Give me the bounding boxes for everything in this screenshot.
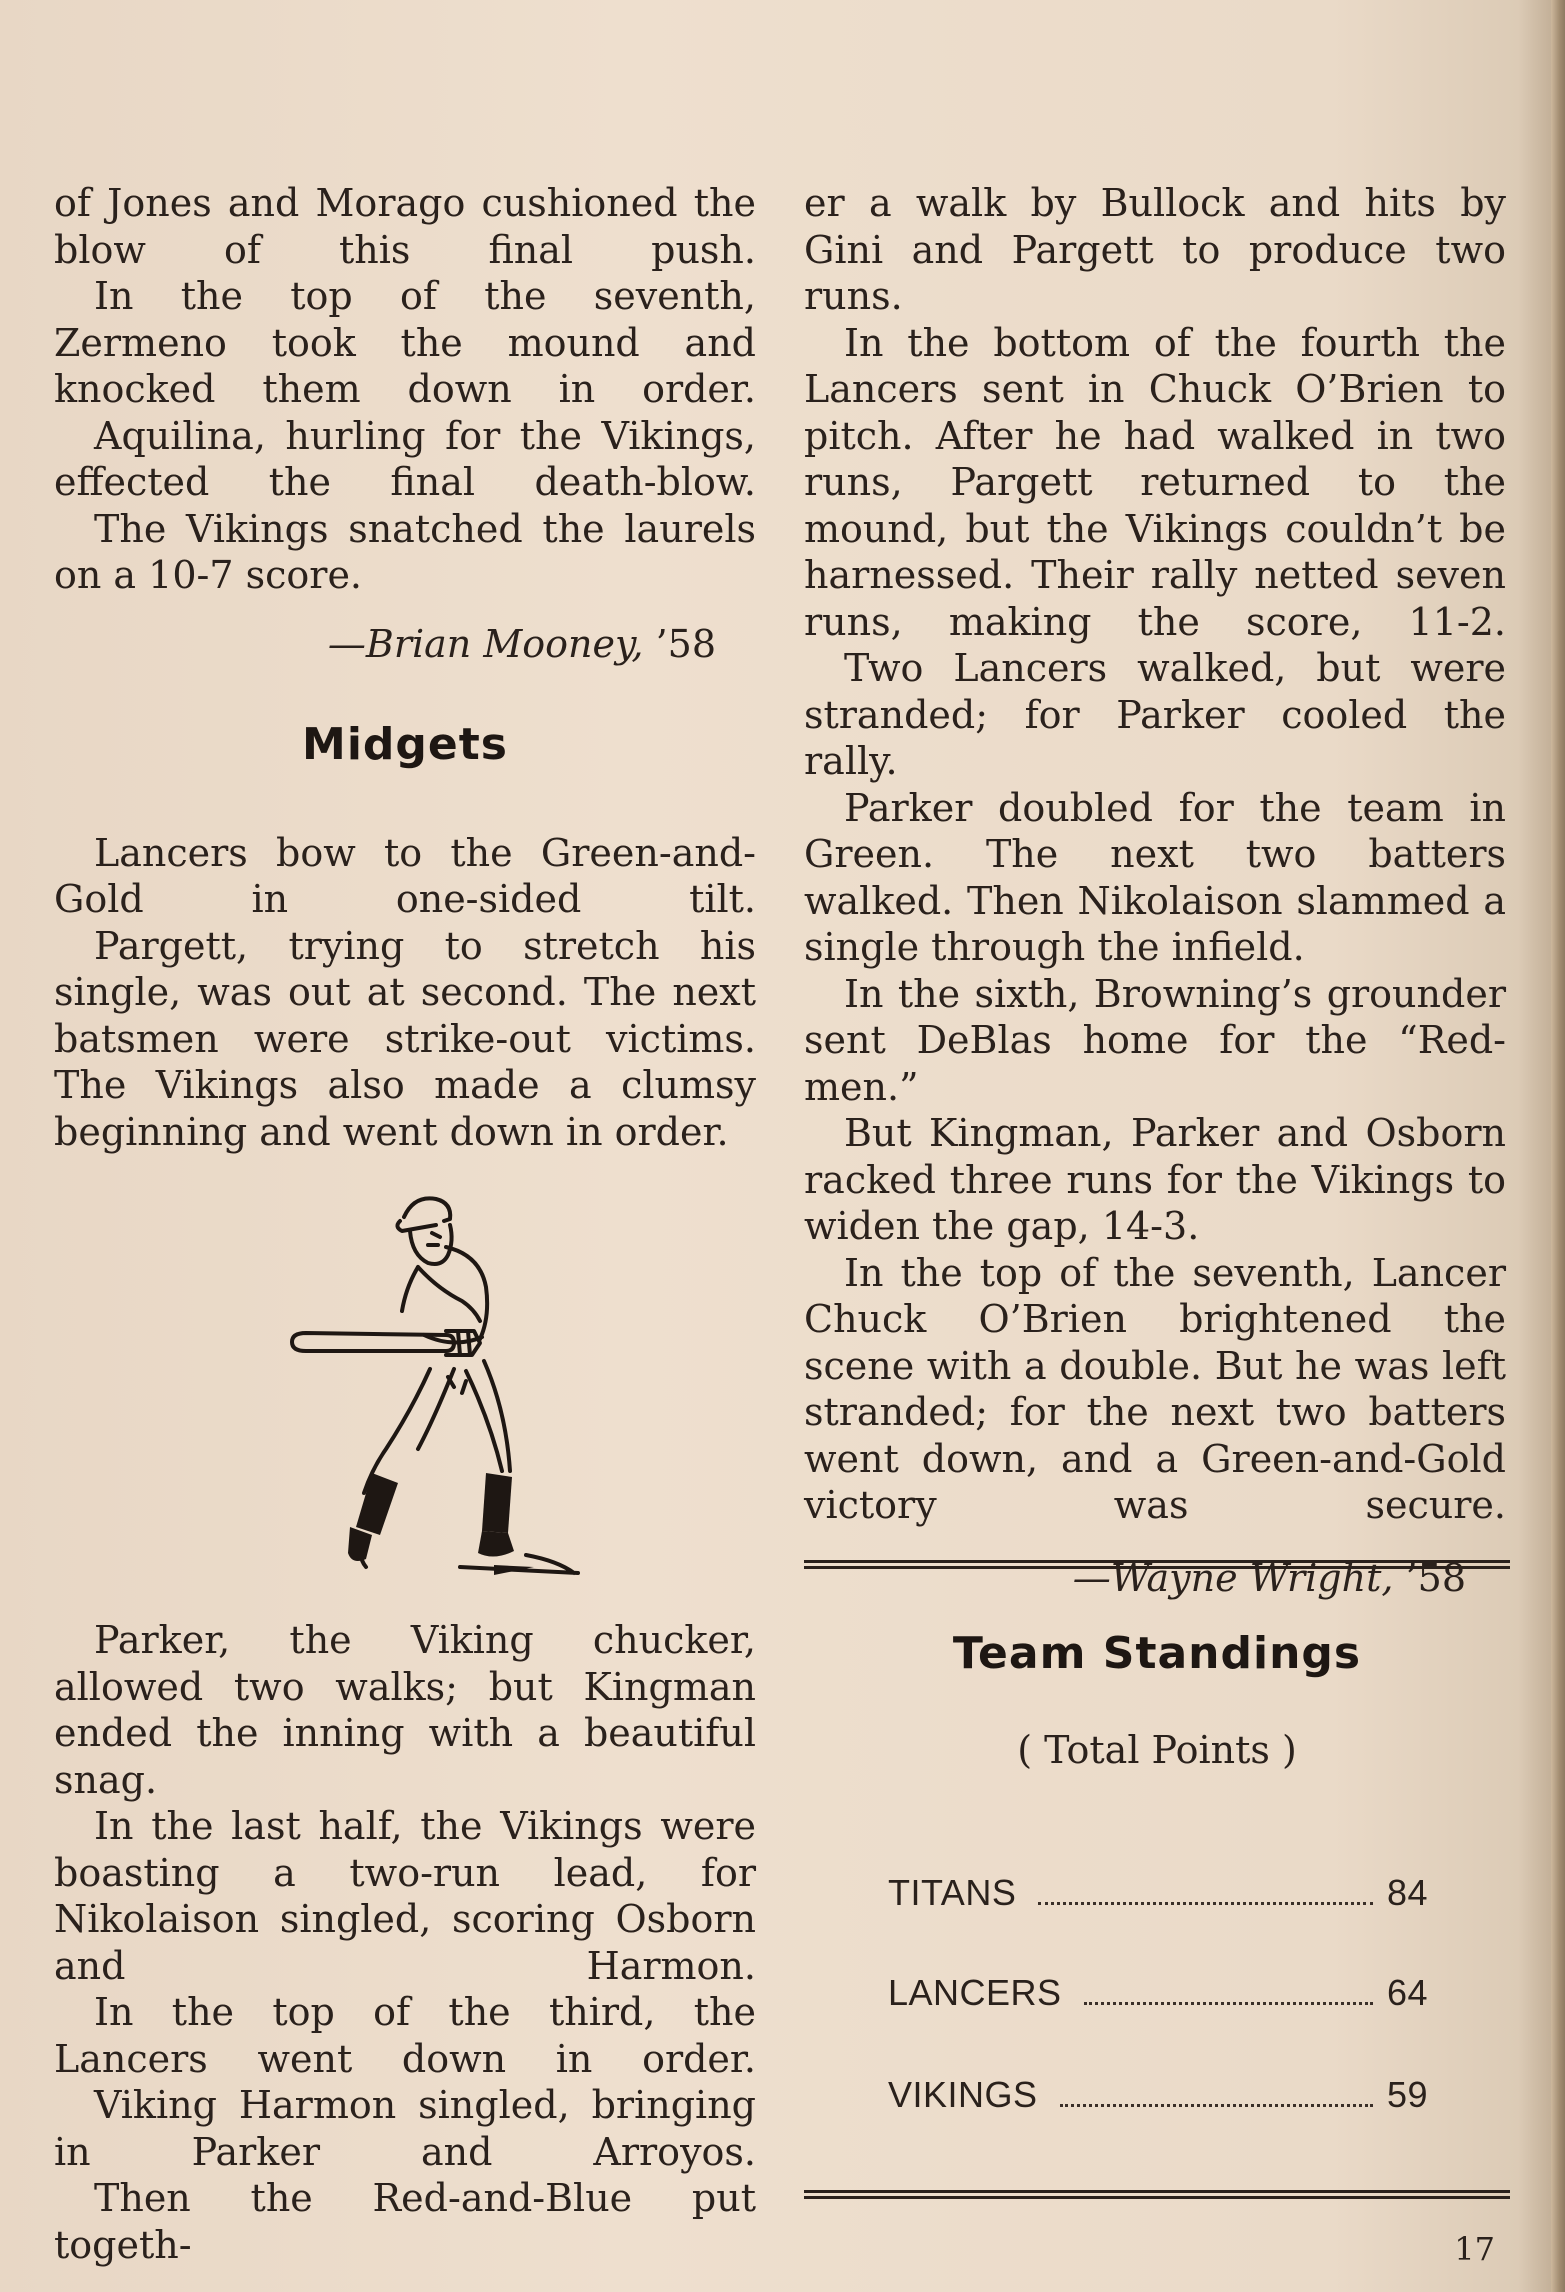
- team-name: TITANS: [888, 1872, 1017, 1913]
- paragraph: In the last half, the Vikings were boasting a two-run lead, for Nikolaison singled, scoring Osborn and Harmon.: [54, 1804, 756, 1988]
- team-name: VIKINGS: [888, 2074, 1038, 2115]
- paragraph: er a walk by Bullock and hits by Gini and Pargett to produce two runs.: [804, 181, 1506, 318]
- paragraph: Aquilina, hurling for the Vikings, effected the final death-blow.: [54, 413, 756, 504]
- page-edge: [1551, 0, 1565, 2292]
- paragraph: But Kingman, Parker and Osborn racked three runs for the Vikings to widen the gap, 14-3.: [804, 1111, 1506, 1248]
- paragraph: of Jones and Morago cushioned the blow of this final push.: [54, 181, 756, 272]
- leader-dots: [1060, 2103, 1373, 2107]
- team-points: 84: [1386, 1872, 1428, 1913]
- standings-row: [888, 1972, 1428, 2014]
- paragraph: Then the Red-and-Blue put togeth-: [54, 2176, 756, 2267]
- standings-row: [888, 2074, 1428, 2116]
- byline: [54, 621, 716, 667]
- double-rule-bottom: [804, 2190, 1510, 2199]
- leader-dots: [1084, 2001, 1373, 2005]
- left-column: [54, 180, 756, 2268]
- paragraph: The Vikings snatched the laurels on a 10-7 score.: [54, 506, 756, 597]
- paragraph: Parker doubled for the team in Green. The next two batters walked. Then Nikolaison slammed a single through the infield.: [804, 785, 1506, 969]
- paragraph: Lancers bow to the Green-and-Gold in one-sided tilt.: [54, 830, 756, 921]
- team-points: 64: [1386, 1972, 1428, 2013]
- byline-year: ’58: [655, 621, 716, 666]
- byline-year: ’58: [1405, 1555, 1466, 1600]
- paragraph: In the top of the seventh, Lancer Chuck O’Brien brightened the scene with a double. But he was left stranded; for the next two batters went down, and a Green-and-Gold victory was secure.: [804, 1250, 1506, 1527]
- leader-dots: [1038, 1901, 1373, 1905]
- standings-subtitle: ( Total Points ): [1017, 1728, 1297, 1772]
- standings-title: Team Standings: [952, 1628, 1362, 1679]
- right-column: [804, 180, 1506, 1601]
- paragraph: Viking Harmon singled, bringing in Parker and Arroyos.: [54, 2083, 756, 2174]
- paragraph: In the bottom of the fourth the Lancers sent in Chuck O’Brien to pitch. After he had walked in two runs, Pargett returned to the mound, but the Vikings couldn’t be harnessed. Their rally netted seven runs, making the score, 11-2.: [804, 320, 1506, 644]
- team-points: 59: [1386, 2074, 1428, 2115]
- paragraph: Pargett, trying to stretch his single, was out at second. The next batsmen were strike-out victims. The Vikings also made a clumsy beginning and went down in order.: [54, 923, 756, 1154]
- team-name: LANCERS: [888, 1972, 1062, 2013]
- paragraph: In the sixth, Browning’s grounder sent DeBlas home for the “Red-men.”: [804, 971, 1506, 1109]
- byline-name: —Brian Mooney,: [327, 621, 644, 666]
- paragraph: Parker, the Viking chucker, allowed two walks; but Kingman ended the inning with a beautiful snag.: [54, 1618, 756, 1802]
- standings-row: [888, 1872, 1428, 1914]
- double-rule-top: [804, 1560, 1510, 1569]
- byline-name: —Wayne Wright,: [1072, 1555, 1394, 1600]
- page-number: 17: [1454, 2230, 1495, 2268]
- paragraph: In the top of the third, the Lancers went down in order.: [54, 1990, 756, 2081]
- section-heading-midgets: Midgets: [302, 718, 508, 770]
- paragraph: In the top of the seventh, Zermeno took the mound and knocked them down in order.: [54, 274, 756, 411]
- baseball-batter-illustration: [54, 1155, 756, 1595]
- baseball-batter-icon: [54, 1155, 756, 1595]
- paragraph: Two Lancers walked, but were stranded; for Parker cooled the rally.: [804, 646, 1506, 783]
